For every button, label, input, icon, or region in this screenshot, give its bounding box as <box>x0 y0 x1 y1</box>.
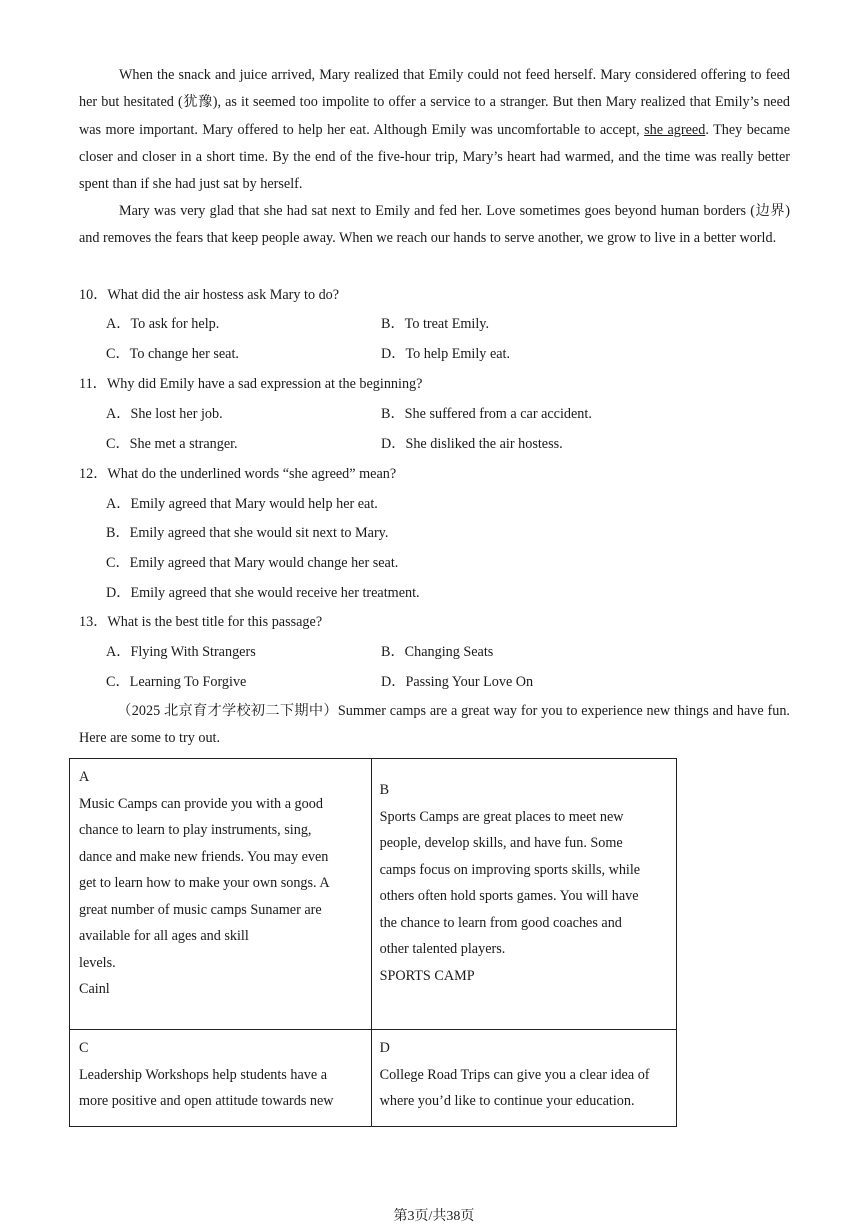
question-number: 13． <box>79 614 108 630</box>
option-text: Passing Your Love On <box>405 674 534 690</box>
camp-line: Cainl <box>79 981 110 997</box>
option-text: She suffered from a car accident. <box>404 406 592 422</box>
option-text: Emily agreed that she would sit next to Mary. <box>129 525 389 541</box>
underlined-phrase: she agreed <box>644 121 706 138</box>
question-number: 12． <box>79 466 108 482</box>
camp-line: available for all ages and skill <box>79 928 249 944</box>
question-text: What is the best title for this passage? <box>107 614 323 630</box>
question-12-option-a[interactable] <box>106 494 378 514</box>
camp-line: camps focus on improving sports skills, while <box>379 861 641 878</box>
question-11 <box>79 374 422 394</box>
camp-letter: D <box>379 1040 390 1056</box>
camp-line: other talented players. <box>379 941 506 957</box>
question-11-option-b[interactable] <box>381 404 592 424</box>
question-13-option-c[interactable] <box>106 672 246 692</box>
question-12-option-c[interactable] <box>106 553 398 573</box>
question-text: Why did Emily have a sad expression at the beginning? <box>106 376 423 392</box>
option-text: Changing Seats <box>404 644 494 660</box>
question-12-option-b[interactable] <box>106 523 388 543</box>
camp-letter: C <box>79 1040 89 1056</box>
section-intro <box>79 698 790 753</box>
question-13 <box>79 612 322 632</box>
option-label: B． <box>381 644 405 660</box>
question-11-option-c[interactable] <box>106 434 238 454</box>
question-12 <box>79 464 396 484</box>
table-row <box>70 759 677 1030</box>
option-label: B． <box>381 406 405 422</box>
paragraph-2-text: Mary was very glad that she had sat next to Emily and fed her. Love sometimes goes beyond human borders (边界) and removes the fears that keep people away. When we reach our hands to serve another, we grow to live in a better world. <box>79 203 790 247</box>
option-text: She disliked the air hostess. <box>405 436 563 452</box>
option-label: D． <box>381 346 406 362</box>
question-10-option-d[interactable] <box>381 344 510 364</box>
section-intro-text: Summer camps are a great way for you to experience new things and have fun. Here are some to try out. <box>79 703 790 747</box>
option-label: D． <box>106 585 131 601</box>
camp-cell-c <box>70 1030 372 1127</box>
option-text: She met a stranger. <box>129 436 238 452</box>
option-label: A． <box>106 316 131 332</box>
option-label: B． <box>106 525 130 541</box>
camp-line: get to learn how to make your own songs. A <box>79 875 330 891</box>
option-text: Learning To Forgive <box>129 674 247 690</box>
table-row <box>70 1030 677 1127</box>
page-number-footer: 第3页/共38页 <box>393 1209 475 1224</box>
option-label: D． <box>381 436 406 452</box>
option-text: To help Emily eat. <box>405 346 511 362</box>
camp-line: Music Camps can provide you with a good <box>79 795 323 812</box>
question-13-option-d[interactable] <box>381 672 533 692</box>
question-13-option-a[interactable] <box>106 642 256 662</box>
camp-line: the chance to learn from good coaches and <box>379 914 622 931</box>
option-text: Flying With Strangers <box>130 644 256 660</box>
question-10-option-c[interactable] <box>106 344 239 364</box>
option-label: A． <box>106 406 131 422</box>
camp-cell-b <box>371 759 676 1030</box>
question-13-option-b[interactable] <box>381 642 493 662</box>
question-number: 11． <box>79 376 107 392</box>
camp-cell-d <box>371 1030 676 1127</box>
question-number: 10． <box>79 287 108 303</box>
camp-line: where you’d like to continue your education. <box>379 1093 635 1109</box>
question-text: What did the air hostess ask Mary to do? <box>107 287 340 303</box>
question-11-option-a[interactable] <box>106 404 223 424</box>
option-text: Emily agreed that Mary would change her seat. <box>129 555 399 571</box>
camp-letter: A <box>79 769 90 785</box>
camp-letter: B <box>379 782 390 798</box>
option-text: To ask for help. <box>130 316 220 332</box>
option-label: A． <box>106 496 131 512</box>
option-label: A． <box>106 644 131 660</box>
option-label: C． <box>106 555 130 571</box>
camp-line: great number of music camps Sunamer are <box>79 901 322 918</box>
passage-paragraph-2 <box>79 198 790 253</box>
camp-line: College Road Trips can give you a clear idea of <box>379 1066 650 1083</box>
passage-paragraph-1 <box>79 62 790 198</box>
camp-line: people, develop skills, and have fun. Some <box>379 835 623 851</box>
option-text: Emily agreed that Mary would help her eat. <box>130 496 378 512</box>
option-text: Emily agreed that she would receive her treatment. <box>130 585 420 601</box>
question-text: What do the underlined words “she agreed” mean? <box>107 466 397 482</box>
question-10 <box>79 285 339 305</box>
camp-line: Sports Camps are great places to meet new <box>379 808 624 825</box>
camp-line: levels. <box>79 954 116 971</box>
camp-line: more positive and open attitude towards new <box>79 1093 334 1109</box>
option-label: C． <box>106 674 130 690</box>
question-11-option-d[interactable] <box>381 434 563 454</box>
option-label: C． <box>106 436 130 452</box>
option-label: C． <box>106 346 130 362</box>
option-label: B． <box>381 316 405 332</box>
question-10-option-a[interactable] <box>106 314 219 334</box>
camp-line: Leadership Workshops help students have a <box>79 1066 328 1083</box>
camp-line: others often hold sports games. You will have <box>379 888 639 904</box>
question-10-option-b[interactable] <box>381 314 489 334</box>
question-12-option-d[interactable] <box>106 583 420 603</box>
option-text: To treat Emily. <box>404 316 490 332</box>
option-label: D． <box>381 674 406 690</box>
camp-line: dance and make new friends. You may even <box>79 848 329 865</box>
paragraph-1-text: When the snack and juice arrived, Mary realized that Emily could not feed herself. Mary considered offering to feed her but hesitated (犹豫), as it seemed too impolite to offer a service to a stranger. But then Mary realized that Emily’s need was more important. Mary offered to help her eat. Although Emily was uncomfortable to accept, <box>79 67 790 138</box>
camp-line: SPORTS CAMP <box>379 967 475 984</box>
camps-table <box>69 758 677 1127</box>
camp-cell-a <box>70 759 372 1030</box>
paragraph-1-text-end: . They became closer and closer in a short time. By the end of the five-hour trip, Mary’s heart had warmed, and the time was really better spent than if she had just sat by herself. <box>79 121 791 193</box>
section-source: （2025 北京育才学校初二下期中） <box>117 703 338 719</box>
camp-line: chance to learn to play instruments, sing, <box>79 822 312 838</box>
option-text: To change her seat. <box>129 346 239 362</box>
option-text: She lost her job. <box>130 406 223 422</box>
